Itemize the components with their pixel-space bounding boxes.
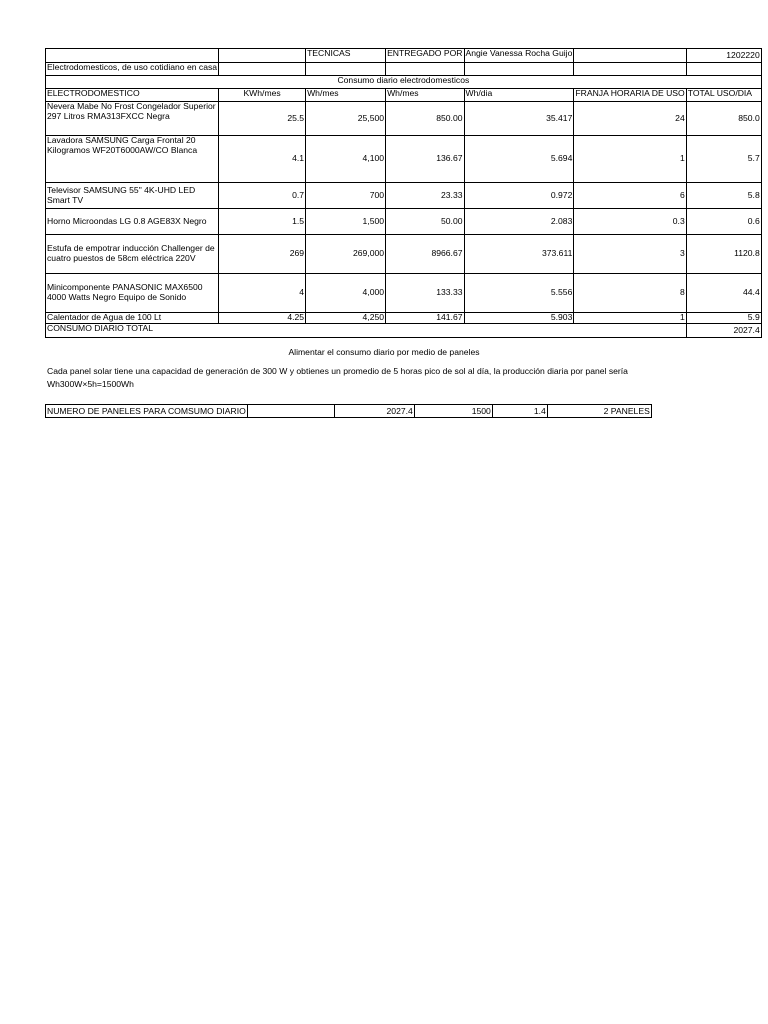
total-cell[interactable]: 5.8 [686,183,761,209]
appliance-name-cell[interactable]: Calentador de Agua de 100 Lt [46,313,219,324]
cell-empty[interactable] [247,405,334,418]
wh-mes-2-cell[interactable]: 136.67 [386,136,464,183]
wh-dia-cell[interactable]: 5.903 [464,313,574,324]
col-header-wh-mes[interactable]: Wh/mes [306,89,386,102]
cell-empty[interactable] [219,63,306,76]
kwh-mes-cell[interactable]: 4 [219,274,306,313]
appliance-name-cell[interactable]: Lavadora SAMSUNG Carga Frontal 20 Kilogramos WF20T6000AW/CO Blanca [46,136,219,183]
franja-cell[interactable]: 1 [574,136,686,183]
panels-consumo-cell[interactable]: 2027.4 [334,405,414,418]
wh-mes-2-cell[interactable]: 50.00 [386,209,464,235]
panels-row [46,405,652,418]
subtitle-cell[interactable]: Electrodomesticos, de uso cotidiano en casa [46,63,219,76]
panels-result-cell[interactable]: 2 PANELES [547,405,651,418]
franja-cell[interactable]: 3 [574,235,686,274]
wh-mes-2-cell[interactable]: 8966.67 [386,235,464,274]
appliance-name-cell[interactable]: Estufa de empotrar inducción Challenger de cuatro puestos de 58cm eléctrica 220V [46,235,219,274]
appliance-name-cell[interactable]: Minicomponente PANASONIC MAX6500 4000 Watts Negro Equipo de Sonido [46,274,219,313]
id-number-cell[interactable]: 1202220 [686,49,761,63]
wh-dia-cell[interactable]: 373.611 [464,235,574,274]
total-label-cell[interactable]: CONSUMO DIARIO TOTAL [46,324,687,338]
wh-mes-2-cell[interactable]: 850.00 [386,102,464,136]
kwh-mes-cell[interactable]: 0.7 [219,183,306,209]
table-row [46,209,762,235]
total-value-cell[interactable]: 2027.4 [686,324,761,338]
franja-cell[interactable]: 0.3 [574,209,686,235]
franja-cell[interactable]: 8 [574,274,686,313]
franja-cell[interactable]: 1 [574,313,686,324]
appliance-name-cell[interactable]: Nevera Mabe No Frost Congelador Superior 297 Litros RMA313FXCC Negra [46,102,219,136]
total-cell[interactable]: 5.7 [686,136,761,183]
column-header-row [46,89,762,102]
kwh-mes-cell[interactable]: 269 [219,235,306,274]
wh-mes-cell[interactable]: 4,100 [306,136,386,183]
table-row [46,102,762,136]
table-row [46,183,762,209]
tecnicas-cell[interactable]: TECNICAS [306,49,386,63]
col-header-kwh-mes[interactable]: KWh/mes [219,89,306,102]
wh-mes-2-cell[interactable]: 23.33 [386,183,464,209]
wh-mes-cell[interactable]: 4,000 [306,274,386,313]
panel-section-title: Alimentar el consumo diario por medio de paneles [288,347,480,357]
panels-ratio-cell[interactable]: 1.4 [492,405,547,418]
section-title-cell[interactable]: Consumo diario electrodomesticos [46,76,762,89]
franja-cell[interactable]: 6 [574,183,686,209]
panel-explanation-line-2: Wh300W×5h=1500Wh [47,379,134,389]
cell-empty[interactable] [464,63,574,76]
table-row [46,136,762,183]
col-header-wh-dia[interactable]: Wh/dia [464,89,574,102]
cell-empty[interactable] [219,49,306,63]
wh-mes-cell[interactable]: 700 [306,183,386,209]
panels-calculation-table [45,404,652,418]
total-cell[interactable]: 0.6 [686,209,761,235]
section-title-row [46,76,762,89]
consumption-sheet [45,48,762,338]
kwh-mes-cell[interactable]: 1.5 [219,209,306,235]
wh-mes-cell[interactable]: 25,500 [306,102,386,136]
cell-empty[interactable] [574,49,686,63]
wh-mes-cell[interactable]: 4,250 [306,313,386,324]
panels-label-cell[interactable]: NUMERO DE PANELES PARA COMSUMO DIARIO [47,405,246,416]
franja-cell[interactable]: 24 [574,102,686,136]
cell-empty[interactable] [46,49,219,63]
panels-produccion-cell[interactable]: 1500 [414,405,492,418]
table-row [46,274,762,313]
table-row [46,235,762,274]
total-cell[interactable]: 5.9 [686,313,761,324]
wh-mes-cell[interactable]: 1,500 [306,209,386,235]
appliance-name-cell[interactable]: Televisor SAMSUNG 55" 4K-UHD LED Smart TV [46,183,219,209]
wh-dia-cell[interactable]: 5.694 [464,136,574,183]
kwh-mes-cell[interactable]: 4.25 [219,313,306,324]
cell-empty[interactable] [686,63,761,76]
subtitle-row [46,63,762,76]
cell-empty[interactable] [386,63,464,76]
kwh-mes-cell[interactable]: 4.1 [219,136,306,183]
wh-dia-cell[interactable]: 2.083 [464,209,574,235]
wh-dia-cell[interactable]: 0.972 [464,183,574,209]
header-row [46,49,762,63]
appliance-name-cell[interactable]: Horno Microondas LG 0.8 AGE83X Negro [46,209,219,235]
total-cell[interactable]: 1120.8 [686,235,761,274]
panel-explanation-line-1: Cada panel solar tiene una capacidad de generación de 300 W y obtienes un promedio de 5 horas pico de sol al día, la producción diaria por panel sería [47,366,628,376]
name-cell[interactable]: Angie Vanessa Rocha Guijo [464,49,574,63]
total-row [46,324,762,338]
col-header-electrodomestico[interactable]: ELECTRODOMESTICO [46,89,219,102]
col-header-total[interactable]: TOTAL USO/DIA [686,89,761,102]
wh-mes-2-cell[interactable]: 133.33 [386,274,464,313]
table-row [46,313,762,324]
total-cell[interactable]: 44.4 [686,274,761,313]
col-header-franja[interactable]: FRANJA HORARIA DE USO [574,89,686,102]
entregado-por-cell[interactable]: ENTREGADO POR [386,49,464,63]
cell-empty[interactable] [574,63,686,76]
cell-empty[interactable] [306,63,386,76]
wh-dia-cell[interactable]: 35.417 [464,102,574,136]
wh-dia-cell[interactable]: 5.556 [464,274,574,313]
wh-mes-2-cell[interactable]: 141.67 [386,313,464,324]
total-cell[interactable]: 850.0 [686,102,761,136]
col-header-wh-mes-2[interactable]: Wh/mes [386,89,464,102]
kwh-mes-cell[interactable]: 25.5 [219,102,306,136]
wh-mes-cell[interactable]: 269,000 [306,235,386,274]
